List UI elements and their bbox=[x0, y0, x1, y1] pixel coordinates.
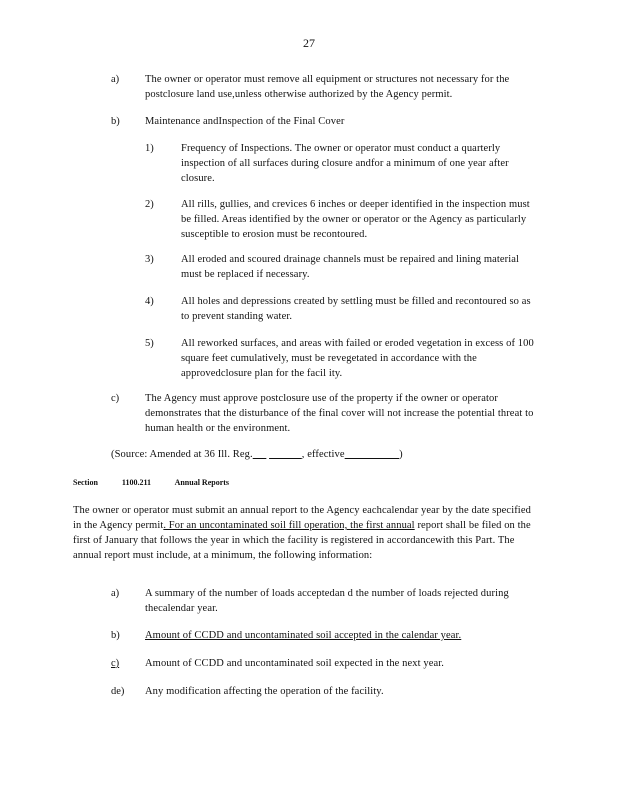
section-heading bbox=[73, 478, 251, 487]
section-number: 1100.211 bbox=[121, 478, 152, 487]
source-suffix: ) bbox=[399, 449, 403, 460]
subitem-4-label: 4) bbox=[145, 296, 154, 307]
report-item-b-text: Amount of CCDD and uncontaminated soil accepted in the calendar year. bbox=[145, 630, 462, 641]
source-blank-effective bbox=[345, 449, 400, 460]
source-note bbox=[111, 447, 541, 462]
source-mid: , effective bbox=[301, 449, 345, 460]
source-prefix: (Source: Amended at 36 Ill. Reg. bbox=[111, 449, 253, 460]
subitem-3-text: All eroded and scoured drainage channels must be repaired and lining material must be replaced if necessary. bbox=[181, 254, 520, 280]
section-title: Annual Reports bbox=[174, 478, 230, 487]
item-a-text: The owner or operator must remove all equipment or structures not necessary for the postclosure land use,unless otherwise authorized by the Agency permit. bbox=[145, 74, 510, 100]
item-b-label: b) bbox=[111, 116, 120, 127]
subitem-1-text: Frequency of Inspections. The owner or operator must conduct a quarterly inspection of all surfaces during closure andfor a minimum of one year after closure. bbox=[181, 143, 509, 184]
intro-underlined: . For an uncontaminated soil fill operation, the first annual bbox=[163, 520, 415, 531]
report-item-c-label: c) bbox=[111, 658, 120, 669]
report-item-d-text: Any modification affecting the operation of the facility. bbox=[145, 686, 384, 697]
item-b-heading: Maintenance andInspection of the Final Cover bbox=[145, 116, 345, 127]
subitem-2-label: 2) bbox=[145, 199, 154, 210]
subitem-1-label: 1) bbox=[145, 143, 154, 154]
source-blank-date bbox=[269, 449, 302, 460]
item-c-text: The Agency must approve postclosure use of the property if the owner or operator demonstrates that the disturbance of the final cover will not increase the potential threat to human health or the environment. bbox=[145, 393, 534, 434]
intro-part1: The owner or operator must submit an annual report to the Agency eachcalendar year by the date specified in the Agency permit bbox=[73, 505, 531, 531]
subitem-5-label: 5) bbox=[145, 338, 154, 349]
report-item-b-label: b) bbox=[111, 630, 120, 641]
item-a-label: a) bbox=[111, 74, 120, 85]
subitem-2-text: All rills, gullies, and crevices 6 inches or deeper identified in the inspection must be filled. Areas identified by the owner or operator or the Agency as particularly susceptible to erosion must be recontoured. bbox=[181, 199, 530, 240]
source-blank-reg bbox=[253, 449, 267, 460]
page-number: 27 bbox=[303, 36, 315, 50]
report-item-a-text: A summary of the number of loads acceptedan d the number of loads rejected during thecalendar year. bbox=[145, 588, 509, 614]
report-item-d-label: de) bbox=[111, 686, 125, 697]
subitem-3-label: 3) bbox=[145, 254, 154, 265]
report-item-c-text: Amount of CCDD and uncontaminated soil expected in the next year. bbox=[145, 658, 444, 669]
intro-part2: report shall be filed on the first of January that follows the year in which the facility is registered in accordancewith this Part. The annual report must include, at a minimum, the following information: bbox=[73, 520, 531, 561]
item-c-label: c) bbox=[111, 393, 120, 404]
subitem-4-text: All holes and depressions created by settling must be filled and recontoured so as to prevent standing water. bbox=[181, 296, 531, 322]
subitem-5-text: All reworked surfaces, and areas with failed or eroded vegetation in excess of 100 square feet cumulatively, must be revegetated in accordance with the approvedclosure plan for the facil ity. bbox=[181, 338, 534, 379]
intro-paragraph bbox=[73, 503, 540, 563]
section-label: Section bbox=[73, 478, 98, 487]
report-item-a-label: a) bbox=[111, 588, 120, 599]
